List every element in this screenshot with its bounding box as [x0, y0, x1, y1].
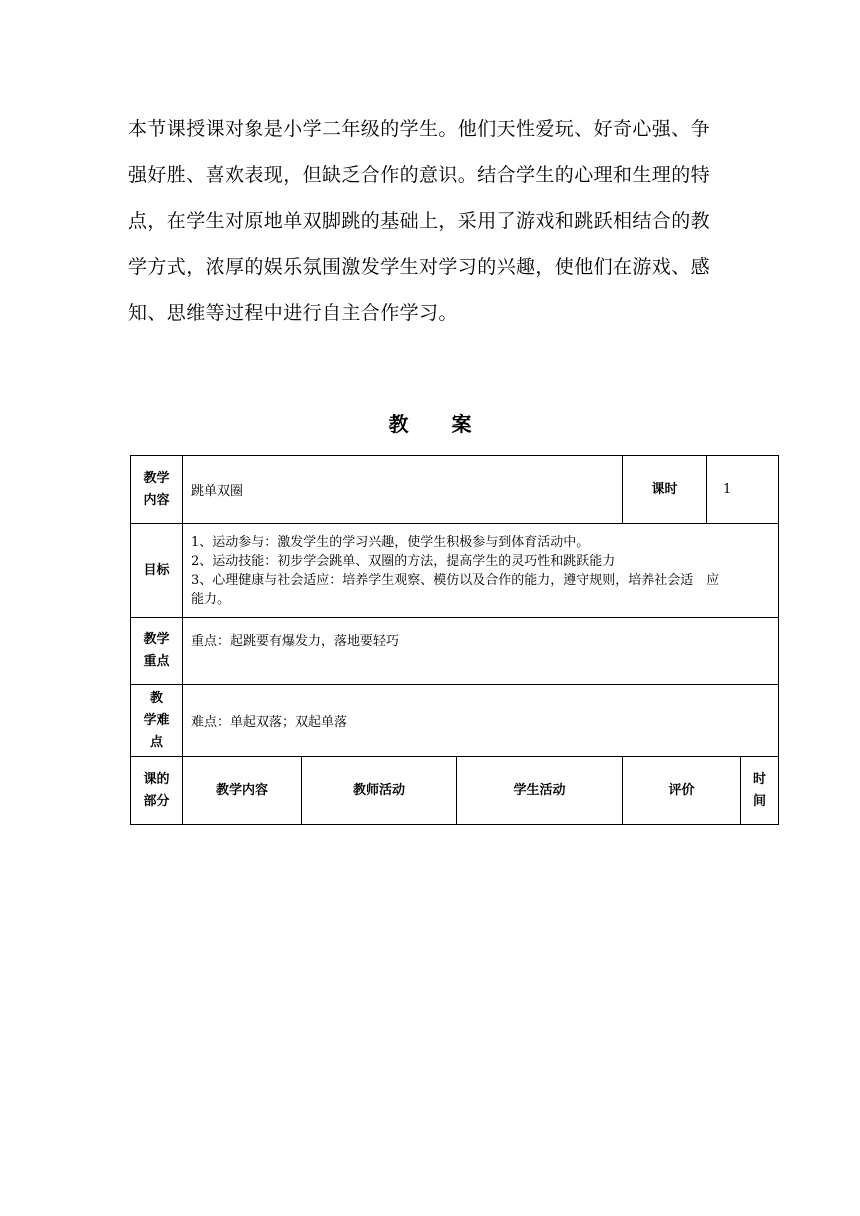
goals-label: 目标	[131, 524, 183, 618]
lesson-part-header: 课的 部分	[131, 757, 183, 825]
header-evaluation: 评价	[623, 757, 741, 825]
goal-item: 能力。	[191, 591, 231, 607]
lesson-plan-table	[130, 455, 779, 825]
teaching-focus-label: 教学 重点	[131, 618, 183, 685]
header-time: 时 间	[741, 757, 779, 825]
lesson-plan-title: 教 案	[388, 412, 490, 436]
intro-line: 知、思维等过程中进行自主合作学习。	[128, 302, 458, 324]
goal-item: 3、心理健康与社会适应：培养学生观察、模仿以及合作的能力，遵守规则，培养社会适 应	[191, 572, 720, 588]
row-headers	[131, 757, 779, 825]
intro-paragraph	[128, 106, 748, 336]
row-difficulty	[131, 685, 779, 757]
class-hours-value: 1	[707, 456, 779, 524]
goal-item: 2、运动技能：初步学会跳单、双圈的方法，提高学生的灵巧性和跳跃能力	[191, 553, 616, 569]
row-teaching-content	[131, 456, 779, 524]
header-teacher-activity: 教师活动	[302, 757, 457, 825]
goal-item: 1、运动参与：激发学生的学习兴趣，使学生积极参与到体育活动中。	[191, 534, 590, 550]
teaching-difficulty-value: 难点：单起双落；双起单落	[183, 685, 779, 757]
intro-line: 本节课授课对象是小学二年级的学生。他们天性爱玩、好奇心强、争	[128, 118, 711, 140]
goals-list	[183, 524, 779, 618]
teaching-content-label: 教学 内容	[131, 456, 183, 524]
teaching-difficulty-label: 教 学难 点	[131, 685, 183, 757]
teaching-focus-value: 重点：起跳要有爆发力，落地要轻巧	[183, 618, 779, 685]
header-student-activity: 学生活动	[457, 757, 623, 825]
row-goals	[131, 524, 779, 618]
row-focus	[131, 618, 779, 685]
intro-line: 强好胜、喜欢表现，但缺乏合作的意识。结合学生的心理和生理的特	[128, 164, 711, 186]
intro-line: 学方式，浓厚的娱乐氛围激发学生对学习的兴趣，使他们在游戏、感	[128, 256, 711, 278]
teaching-content-value: 跳单双圈	[183, 456, 623, 524]
intro-line: 点，在学生对原地单双脚跳的基础上，采用了游戏和跳跃相结合的教	[128, 210, 711, 232]
class-hours-label: 课时	[623, 456, 707, 524]
header-teaching-content: 教学内容	[183, 757, 302, 825]
